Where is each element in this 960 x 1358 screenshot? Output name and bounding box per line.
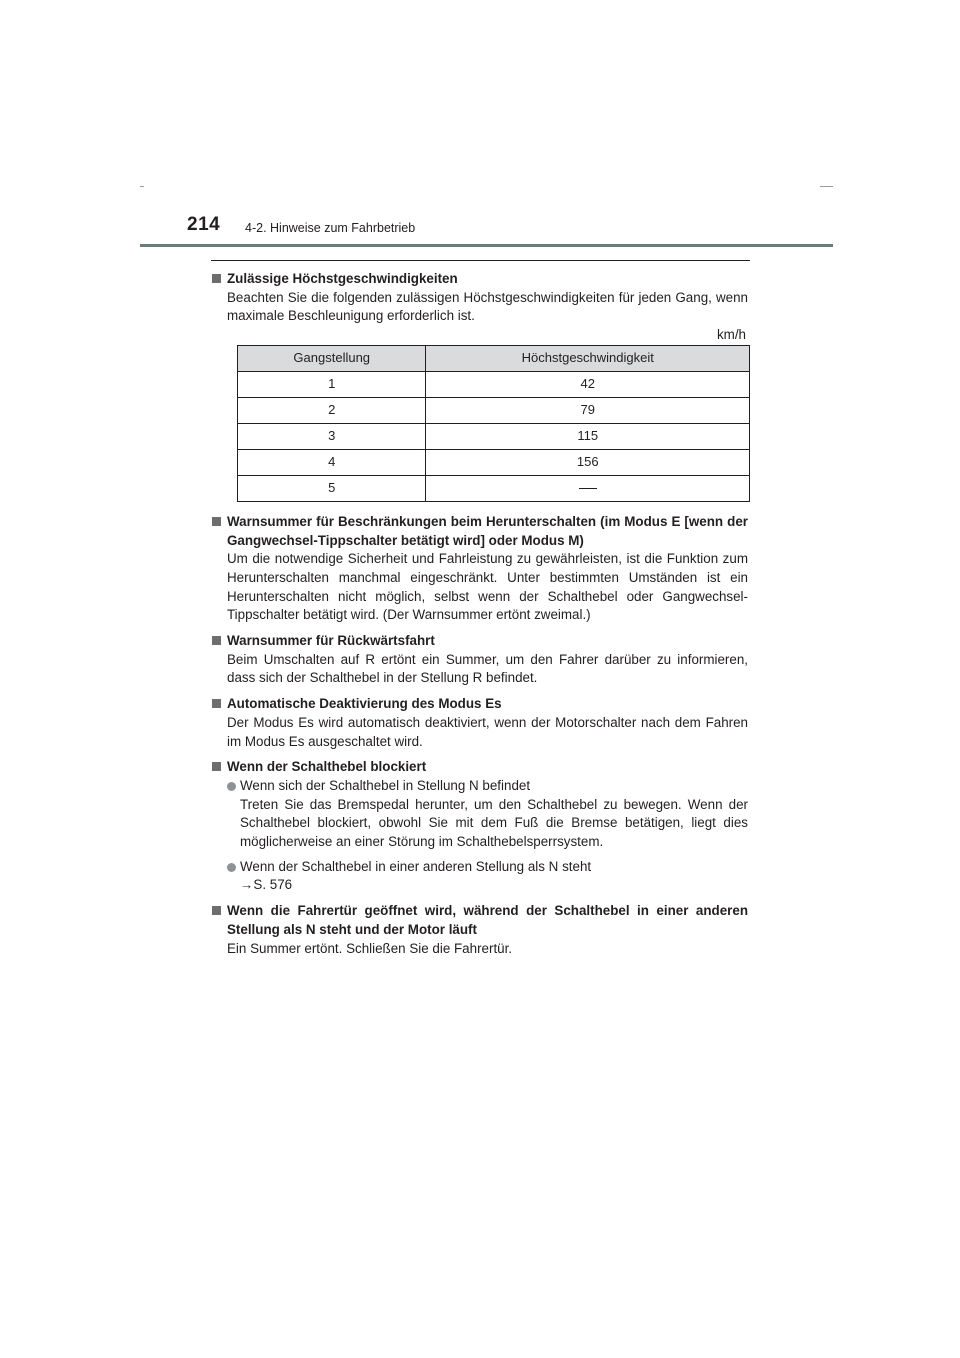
bullet-item <box>211 777 748 852</box>
section-text: Um die notwendige Sicherheit und Fahrleistung zu gewährleisten, ist die Funktion zum Herunterschalten manchmal eingeschränkt. Unter bestimmten Umständen ist ein Herunterschalten nicht möglich, selbst wenn der Schalthebel oder Gangwechsel-Tippschalter betätigt wird. (Der Warnsummer ertönt zweimal.) <box>227 551 748 623</box>
section-door-open <box>211 902 748 958</box>
table-cell: 1 <box>238 371 426 397</box>
section-downshift-buzzer <box>211 513 748 625</box>
section-reverse-buzzer <box>211 632 748 688</box>
crop-mark-right <box>820 186 833 187</box>
bullet-title: Wenn sich der Schalthebel in Stellung N befindet <box>240 777 531 793</box>
section-heading <box>211 695 748 714</box>
table-row <box>238 449 750 475</box>
section-heading <box>211 270 748 289</box>
section-heading <box>211 758 748 777</box>
table-cell-empty <box>426 475 750 501</box>
bullet-text: Treten Sie das Bremspedal herunter, um den Schalthebel zu bewegen. Wenn der Schalthebel blockiert, obwohl Sie mit dem Fuß die Bremse betätigen, liegt dies möglicherweise an einer Störung im Schalthebelsperrsystem. <box>240 796 748 850</box>
bullet-item <box>211 858 748 895</box>
square-bullet-icon <box>212 517 221 526</box>
page-reference-link[interactable]: →S. 576 <box>240 877 293 893</box>
table-cell: 115 <box>426 423 750 449</box>
bullet-title: Wenn der Schalthebel in einer anderen Stellung als N steht <box>240 858 592 874</box>
heading-text: Warnsummer für Beschränkungen beim Herunterschalten (im Modus E [wenn der Gangwechsel-Tippschalter betätigt wird] oder Modus M) <box>227 513 748 548</box>
table-cell: 2 <box>238 397 426 423</box>
circle-bullet-icon <box>227 782 236 791</box>
section-text: Beim Umschalten auf R ertönt ein Summer, um den Fahrer darüber zu informieren, dass sich der Schalthebel in der Stellung R befindet. <box>227 651 748 686</box>
section-text: Ein Summer ertönt. Schließen Sie die Fahrertür. <box>227 940 513 956</box>
square-bullet-icon <box>212 699 221 708</box>
section-text: Der Modus Es wird automatisch deaktiviert, wenn der Motorschalter nach dem Fahren im Modus Es ausgeschaltet wird. <box>227 714 748 749</box>
table-row <box>238 397 750 423</box>
section-heading <box>211 632 748 651</box>
table-cell: 42 <box>426 371 750 397</box>
square-bullet-icon <box>212 906 221 915</box>
table-row <box>238 371 750 397</box>
column-header: Gangstellung <box>238 345 426 371</box>
section-auto-deactivation <box>211 695 748 751</box>
table-cell: 156 <box>426 449 750 475</box>
content-rule <box>211 260 750 261</box>
square-bullet-icon <box>212 636 221 645</box>
table-cell: 4 <box>238 449 426 475</box>
section-lever-blocked <box>211 758 748 895</box>
table-cell: 3 <box>238 423 426 449</box>
section-text: Beachten Sie die folgenden zulässigen Höchstgeschwindigkeiten für jeden Gang, wenn maximale Beschleunigung erforderlich ist. <box>227 289 748 324</box>
table-header-row <box>238 345 750 371</box>
page-number: 214 <box>187 214 221 235</box>
section-heading <box>211 902 748 939</box>
table-cell: 5 <box>238 475 426 501</box>
square-bullet-icon <box>212 274 221 283</box>
table-cell: 79 <box>426 397 750 423</box>
header-rule <box>140 244 833 247</box>
square-bullet-icon <box>212 762 221 771</box>
heading-text: Automatische Deaktivierung des Modus Es <box>227 696 502 712</box>
table-row <box>238 475 750 501</box>
crop-mark-left <box>140 186 144 187</box>
circle-bullet-icon <box>227 863 236 872</box>
section-heading <box>211 513 748 550</box>
column-header: Höchstgeschwindigkeit <box>426 345 750 371</box>
heading-text: Warnsummer für Rückwärtsfahrt <box>227 633 435 649</box>
unit-label: km/h <box>716 327 746 343</box>
section-speed-limits <box>211 270 748 502</box>
speed-table <box>237 345 750 502</box>
table-row <box>238 423 750 449</box>
heading-text: Wenn die Fahrertür geöffnet wird, während der Schalthebel in einer anderen Stellung als N steht und der Motor läuft <box>227 903 748 937</box>
heading-text: Zulässige Höchstgeschwindigkeiten <box>227 271 458 286</box>
heading-text: Wenn der Schalthebel blockiert <box>227 759 427 775</box>
page-content <box>211 270 748 965</box>
section-title: 4-2. Hinweise zum Fahrbetrieb <box>245 221 416 235</box>
dash-icon <box>579 488 597 489</box>
